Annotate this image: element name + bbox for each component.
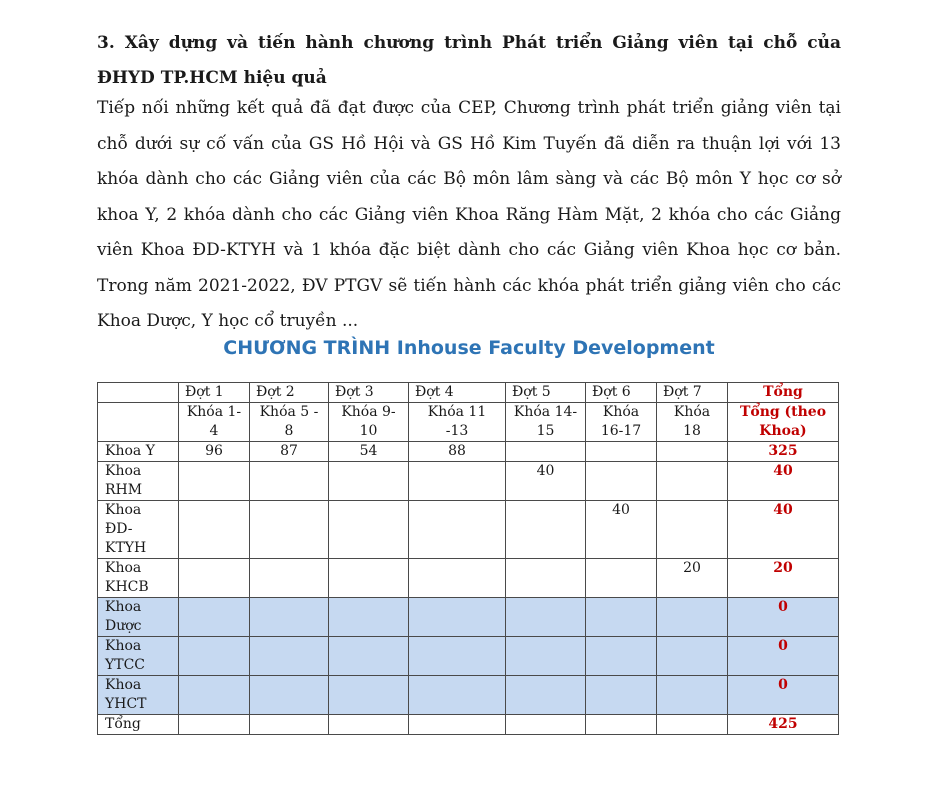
value-cell (506, 442, 586, 462)
value-cell (506, 598, 586, 637)
row-total: 0 (728, 598, 839, 637)
header-period-cell: Đợt 5 (506, 383, 586, 403)
value-cell (250, 676, 329, 715)
row-total: 40 (728, 462, 839, 501)
row-total: 20 (728, 559, 839, 598)
value-cell (329, 598, 409, 637)
value-cell (250, 598, 329, 637)
value-cell (586, 637, 657, 676)
value-cell (506, 501, 586, 559)
row-label: Khoa YTCC (98, 637, 179, 676)
value-cell (586, 598, 657, 637)
value-cell (250, 462, 329, 501)
value-cell (409, 559, 506, 598)
value-cell (657, 442, 728, 462)
value-cell: 88 (409, 442, 506, 462)
value-cell (409, 637, 506, 676)
table-row (98, 501, 839, 559)
table-row (98, 559, 839, 598)
header-course-cell: Khóa 9-10 (329, 403, 409, 442)
header-course-cell: Khóa 14-15 (506, 403, 586, 442)
row-label: Khoa RHM (98, 462, 179, 501)
table-title: CHƯƠNG TRÌNH Inhouse Faculty Development (223, 337, 715, 359)
row-label: Khoa YHCT (98, 676, 179, 715)
header-total: Tổng (728, 383, 839, 403)
header-period-cell: Đợt 1 (179, 383, 250, 403)
row-total: 425 (728, 715, 839, 735)
row-label: Tổng (98, 715, 179, 735)
header-period-cell: Đợt 7 (657, 383, 728, 403)
value-cell (409, 715, 506, 735)
value-cell (329, 462, 409, 501)
header-total-by-faculty: Tổng (theo Khoa) (728, 403, 839, 442)
value-cell (329, 501, 409, 559)
value-cell (506, 559, 586, 598)
value-cell: 20 (657, 559, 728, 598)
value-cell (329, 637, 409, 676)
table-row (98, 462, 839, 501)
header-course-cell (98, 403, 179, 442)
row-label: Khoa Y (98, 442, 179, 462)
value-cell: 96 (179, 442, 250, 462)
value-cell: 40 (586, 501, 657, 559)
value-cell (179, 598, 250, 637)
row-label: Khoa ĐD-KTYH (98, 501, 179, 559)
value-cell (586, 462, 657, 501)
value-cell (409, 462, 506, 501)
row-total: 0 (728, 637, 839, 676)
table-row (98, 598, 839, 637)
header-row-course (98, 403, 839, 442)
row-total: 40 (728, 501, 839, 559)
value-cell: 54 (329, 442, 409, 462)
value-cell (586, 715, 657, 735)
row-total: 0 (728, 676, 839, 715)
value-cell (409, 676, 506, 715)
row-label: Khoa KHCB (98, 559, 179, 598)
body-paragraph: Tiếp nối những kết quả đã đạt được của CEP, Chương trình phát triển giảng viên tại chỗ dưới sự cố vấn của GS Hồ Hội và GS Hồ Kim Tuyến đã diễn ra thuận lợi với 13 khóa dành cho các Giảng viên của các Bộ môn lâm sàng và các Bộ môn Y học cơ sở khoa Y, 2 khóa dành cho các Giảng viên Khoa Răng Hàm Mặt, 2 khóa cho các Giảng viên Khoa ĐD-KTYH và 1 khóa đặc biệt dành cho các Giảng viên Khoa học cơ bản. Trong năm 2021-2022, ĐV PTGV sẽ tiến hành các khóa phát triển giảng viên cho các Khoa Dược, Y học cổ truyền ... (97, 98, 841, 331)
header-course-cell: Khóa 18 (657, 403, 728, 442)
value-cell (586, 442, 657, 462)
header-period-cell: Đợt 3 (329, 383, 409, 403)
header-period-cell: Đợt 6 (586, 383, 657, 403)
header-period-cell: Đợt 4 (409, 383, 506, 403)
header-course-cell: Khóa 16-17 (586, 403, 657, 442)
value-cell (250, 637, 329, 676)
faculty-development-table (97, 382, 839, 735)
section-heading: 3. Xây dựng và tiến hành chương trình Phát triển Giảng viên tại chỗ của ĐHYD TP.HCM hiệu quả (97, 33, 841, 88)
value-cell (329, 715, 409, 735)
value-cell (586, 559, 657, 598)
value-cell (250, 715, 329, 735)
value-cell: 87 (250, 442, 329, 462)
header-period-cell (98, 383, 179, 403)
header-period-cell: Đợt 2 (250, 383, 329, 403)
value-cell (179, 715, 250, 735)
value-cell (657, 715, 728, 735)
value-cell (506, 715, 586, 735)
row-total: 325 (728, 442, 839, 462)
value-cell (329, 676, 409, 715)
table-row (98, 715, 839, 735)
value-cell (250, 501, 329, 559)
value-cell (657, 501, 728, 559)
value-cell (409, 501, 506, 559)
value-cell (179, 559, 250, 598)
value-cell (179, 501, 250, 559)
table-row (98, 637, 839, 676)
table-body (98, 383, 839, 735)
header-row-period (98, 383, 839, 403)
value-cell (506, 637, 586, 676)
table-row (98, 442, 839, 462)
value-cell (506, 676, 586, 715)
value-cell (657, 462, 728, 501)
value-cell (179, 637, 250, 676)
row-label: Khoa Dược (98, 598, 179, 637)
value-cell (657, 676, 728, 715)
header-course-cell: Khóa 5 - 8 (250, 403, 329, 442)
value-cell (250, 559, 329, 598)
value-cell (657, 637, 728, 676)
value-cell (657, 598, 728, 637)
value-cell (586, 676, 657, 715)
header-course-cell: Khóa 11 -13 (409, 403, 506, 442)
value-cell (409, 598, 506, 637)
value-cell (329, 559, 409, 598)
table-row (98, 676, 839, 715)
header-course-cell: Khóa 1-4 (179, 403, 250, 442)
value-cell: 40 (506, 462, 586, 501)
value-cell (179, 676, 250, 715)
value-cell (179, 462, 250, 501)
